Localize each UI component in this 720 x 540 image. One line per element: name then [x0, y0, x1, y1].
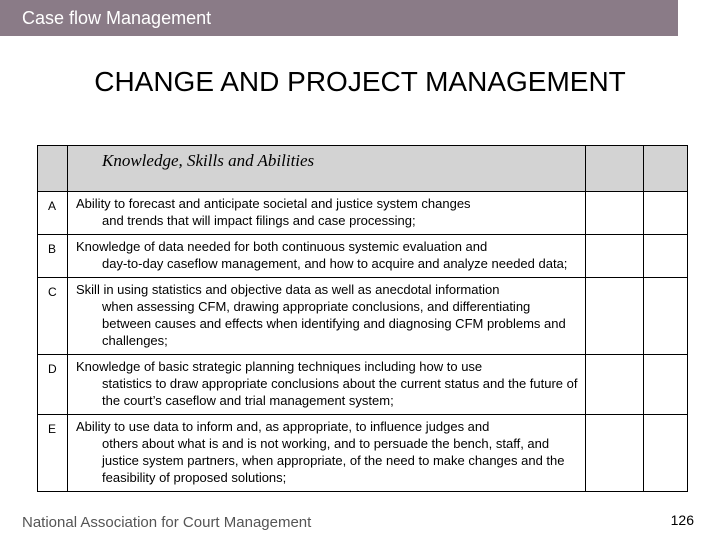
row-cell-extra-1	[586, 415, 644, 492]
row-text-rest: statistics to draw appropriate conclusions about the current status and the future of the court’s caseflow and trial management system;	[102, 376, 578, 408]
footer-organization: National Association for Court Management	[22, 514, 312, 531]
row-cell-extra-2	[644, 278, 688, 355]
table-row	[38, 415, 688, 492]
header-cell-extra-1	[586, 146, 644, 192]
row-text	[68, 278, 586, 355]
table-row	[38, 278, 688, 355]
table-row	[38, 235, 688, 278]
header-bar	[0, 0, 678, 36]
row-cell-extra-1	[586, 235, 644, 278]
row-text-first: Knowledge of data needed for both continuous systemic evaluation and	[76, 239, 488, 254]
row-text	[68, 355, 586, 415]
row-text	[68, 192, 586, 235]
row-text-rest: when assessing CFM, drawing appropriate conclusions, and differentiating between causes and effects when identifying and diagnosing CFM problems and challenges;	[102, 299, 566, 348]
row-text-rest: others about what is and is not working, and to persuade the bench, staff, and justice system partners, when appropriate, of the need to make changes and the feasibility of proposed solutions;	[102, 436, 565, 485]
table-row	[38, 192, 688, 235]
row-text-first: Ability to use data to inform and, as appropriate, to influence judges and	[76, 419, 490, 434]
table-header-row	[38, 146, 688, 192]
row-label: A	[38, 192, 68, 235]
row-text-first: Ability to forecast and anticipate societal and justice system changes	[76, 196, 471, 211]
row-label: B	[38, 235, 68, 278]
row-cell-extra-2	[644, 235, 688, 278]
slide-title: CHANGE AND PROJECT MANAGEMENT	[94, 66, 626, 97]
row-cell-extra-1	[586, 278, 644, 355]
row-text-rest: day-to-day caseflow management, and how to acquire and analyze needed data;	[102, 256, 568, 271]
row-label: E	[38, 415, 68, 492]
row-cell-extra-1	[586, 192, 644, 235]
table-row	[38, 355, 688, 415]
page-number: 126	[670, 512, 694, 528]
header-cell-label	[38, 146, 68, 192]
row-text-rest: and trends that will impact filings and case processing;	[102, 213, 416, 228]
ksa-table	[37, 145, 688, 492]
table-heading: Knowledge, Skills and Abilities	[68, 146, 586, 192]
row-cell-extra-2	[644, 355, 688, 415]
header-cell-extra-2	[644, 146, 688, 192]
row-cell-extra-2	[644, 415, 688, 492]
row-text	[68, 235, 586, 278]
row-cell-extra-2	[644, 192, 688, 235]
row-text-first: Skill in using statistics and objective data as well as anecdotal information	[76, 282, 500, 297]
row-cell-extra-1	[586, 355, 644, 415]
row-label: C	[38, 278, 68, 355]
row-text-first: Knowledge of basic strategic planning techniques including how to use	[76, 359, 483, 374]
header-title: Case flow Management	[22, 8, 212, 28]
row-label: D	[38, 355, 68, 415]
row-text	[68, 415, 586, 492]
